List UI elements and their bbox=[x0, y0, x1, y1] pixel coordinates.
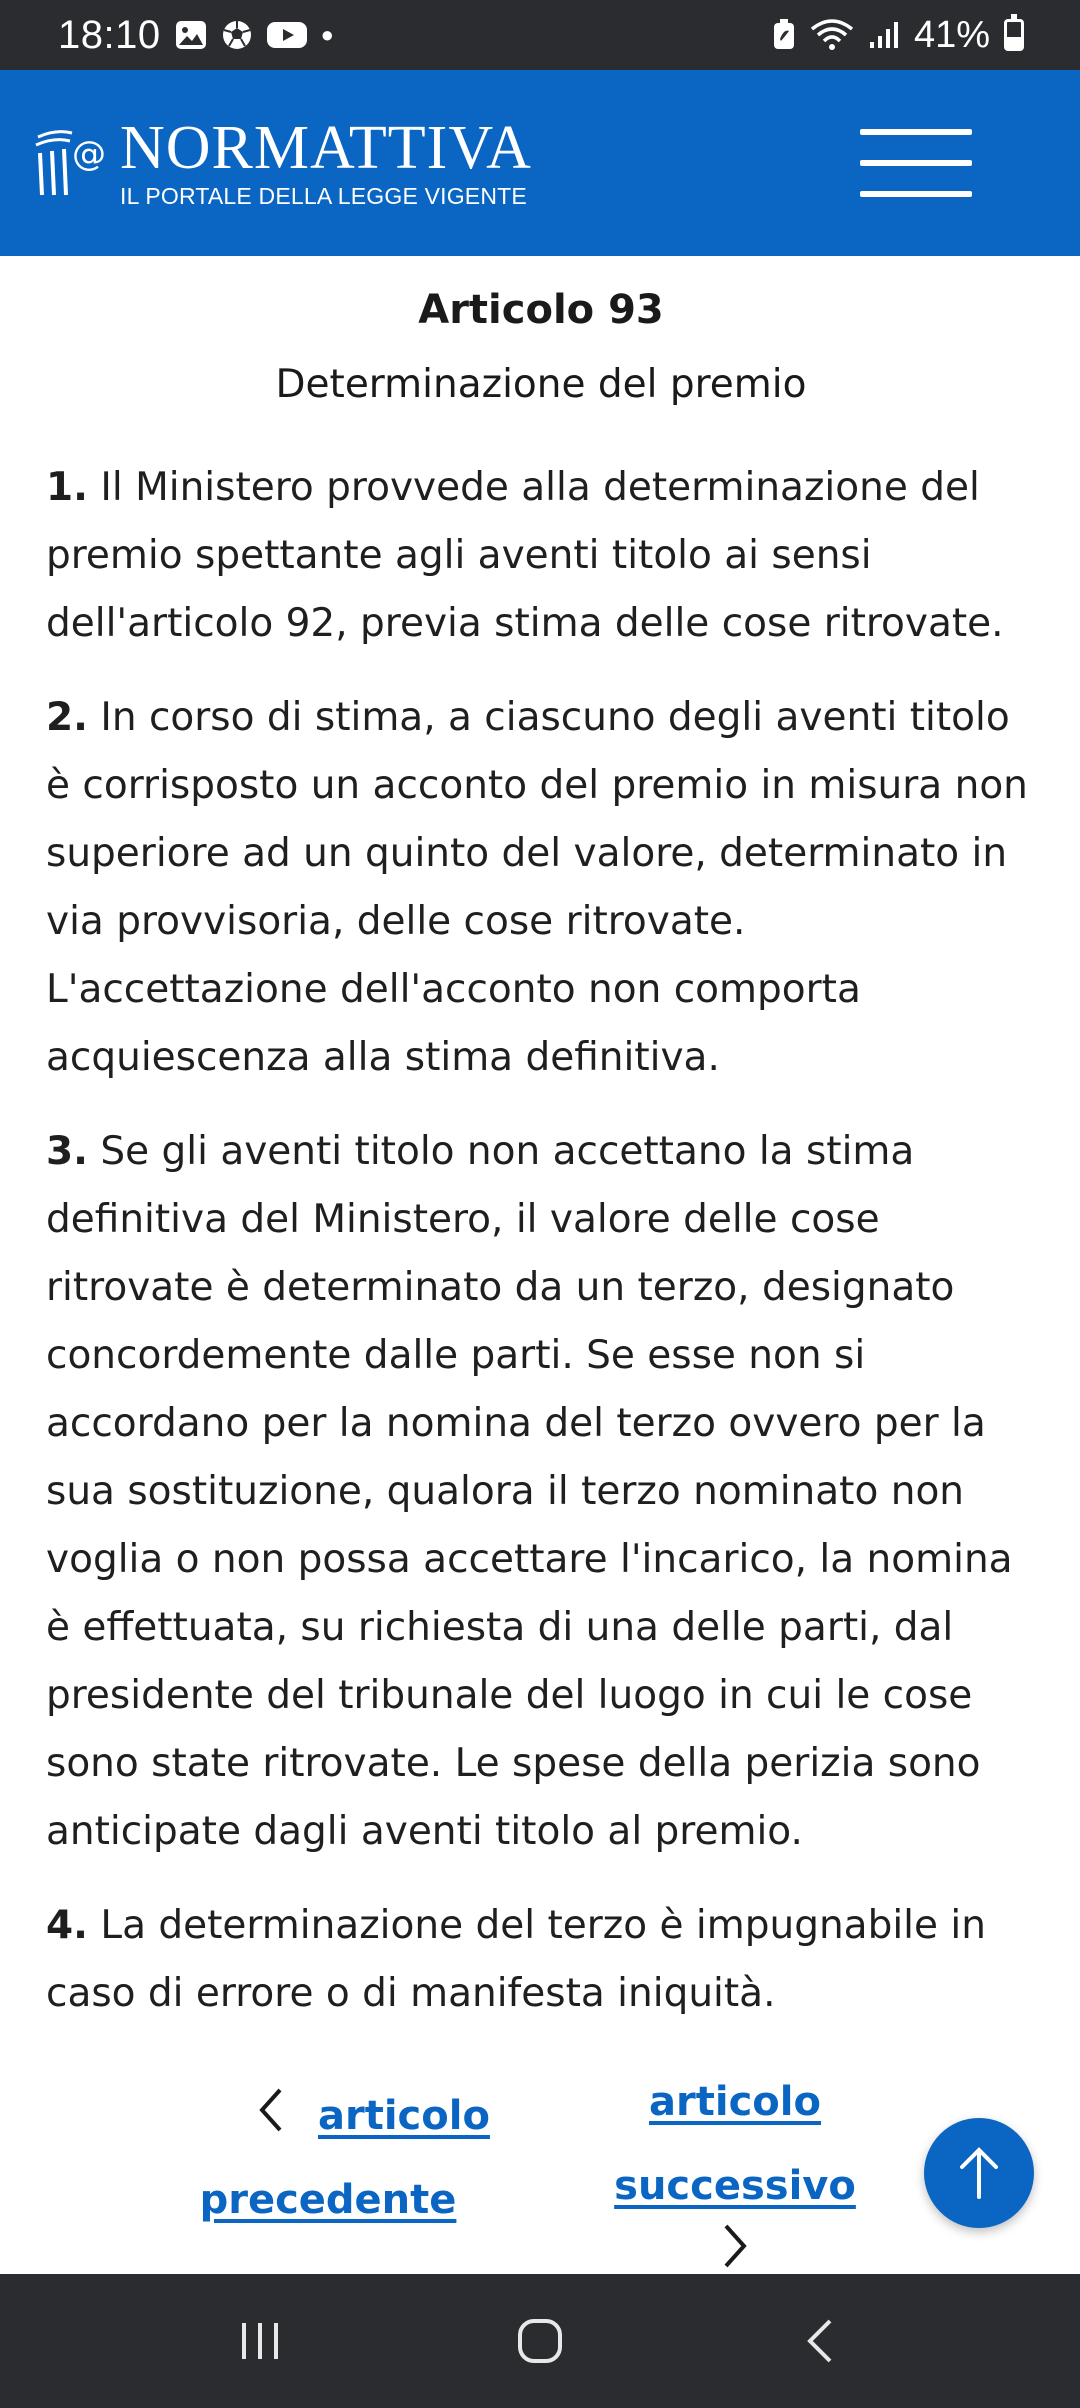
signal-icon bbox=[868, 20, 900, 50]
article-pager bbox=[0, 2060, 1080, 2280]
article-paragraph-4 bbox=[46, 1892, 1036, 2028]
normattiva-logo[interactable] bbox=[32, 113, 532, 210]
svg-text:@: @ bbox=[72, 134, 106, 174]
chevron-right-icon[interactable] bbox=[716, 2218, 756, 2274]
image-icon bbox=[175, 20, 207, 50]
paragraph-number: 2. bbox=[46, 695, 88, 740]
hamburger-line bbox=[860, 160, 972, 166]
hamburger-line bbox=[860, 129, 972, 135]
article-number: Articolo 93 bbox=[418, 287, 664, 333]
article-paragraph-1 bbox=[46, 454, 1036, 658]
paragraph-number: 3. bbox=[46, 1129, 88, 1174]
status-left bbox=[58, 13, 334, 58]
status-right bbox=[772, 14, 1024, 57]
logo-name: NORMATTIVA bbox=[120, 113, 532, 182]
previous-article-link-line2[interactable] bbox=[178, 2158, 478, 2242]
logo-text bbox=[120, 113, 532, 210]
recent-apps-icon bbox=[238, 2319, 282, 2363]
wifi-icon bbox=[810, 19, 854, 51]
back-button[interactable] bbox=[770, 2301, 870, 2381]
next-article-link-wrap bbox=[600, 2060, 870, 2228]
previous-link-line1: articolo bbox=[318, 2093, 490, 2139]
paragraph-text: Il Ministero provvede alla determinazione del premio spettante agli aventi titolo ai sensi dell'articolo 92, previa stima delle cose ritrovate. bbox=[46, 465, 1004, 646]
previous-link-line2: precedente bbox=[199, 2177, 457, 2223]
battery-fill bbox=[1007, 37, 1021, 48]
recent-apps-button[interactable] bbox=[210, 2301, 310, 2381]
article-title: Determinazione del premio bbox=[275, 362, 807, 407]
status-time: 18:10 bbox=[58, 12, 161, 57]
back-to-top-button[interactable] bbox=[924, 2118, 1034, 2228]
previous-article-link-wrap bbox=[199, 2074, 490, 2242]
paragraph-text: In corso di stima, a ciascuno degli aventi titolo è corrisposto un acconto del premio in misura non superiore ad un quinto del valore, determinato in via provvisoria, delle cose ritrovate. L'accettazione dell'acconto non comporta acquiescenza alla stima definitiva. bbox=[46, 695, 1028, 1080]
paragraph-number: 1. bbox=[46, 465, 88, 510]
paragraph-number: 4. bbox=[46, 1903, 88, 1948]
paragraph-text: La determinazione del terzo è impugnabile in caso di errore o di manifesta iniquità. bbox=[46, 1903, 986, 2016]
logo-mark-icon bbox=[32, 123, 110, 203]
next-link-line2: successivo bbox=[614, 2163, 856, 2209]
battery-saver-icon bbox=[772, 19, 796, 51]
hamburger-menu-button[interactable] bbox=[860, 121, 972, 205]
youtube-icon bbox=[267, 20, 307, 50]
battery-icon bbox=[1004, 19, 1024, 51]
article-content bbox=[46, 256, 1036, 2028]
previous-article-link[interactable] bbox=[238, 2074, 490, 2158]
arrow-up-icon bbox=[954, 2145, 1004, 2201]
next-article-link-line2[interactable] bbox=[600, 2144, 870, 2228]
home-button[interactable] bbox=[490, 2301, 590, 2381]
article-paragraph-3 bbox=[46, 1118, 1036, 1866]
dot-icon: ● bbox=[320, 22, 334, 47]
article-paragraph-2 bbox=[46, 684, 1036, 1092]
site-header bbox=[0, 70, 1080, 256]
battery-percent: 41% bbox=[913, 13, 990, 56]
logo-tagline: IL PORTALE DELLA LEGGE VIGENTE bbox=[120, 182, 527, 209]
back-icon bbox=[804, 2317, 836, 2365]
hamburger-line bbox=[860, 191, 972, 197]
soccer-ball-icon bbox=[221, 19, 253, 51]
next-link-line1: articolo bbox=[649, 2079, 821, 2125]
system-nav-bar bbox=[0, 2274, 1080, 2408]
next-article-link[interactable] bbox=[600, 2060, 870, 2144]
status-bar bbox=[0, 0, 1080, 70]
home-icon bbox=[516, 2317, 564, 2365]
paragraph-text: Se gli aventi titolo non accettano la stima definitiva del Ministero, il valore delle cose ritrovate è determinato da un terzo, designato concordemente dalle parti. Se esse non si accordano per la nomina del terzo ovvero per la sua sostituzione, qualora il terzo nominato non voglia o non possa accettare l'incarico, la nomina è effettuata, su richiesta di una delle parti, dal presidente del tribunale del luogo in cui le cose sono state ritrovate. Le spese della perizia sono anticipate dagli aventi titolo al premio. bbox=[46, 1129, 1013, 1854]
